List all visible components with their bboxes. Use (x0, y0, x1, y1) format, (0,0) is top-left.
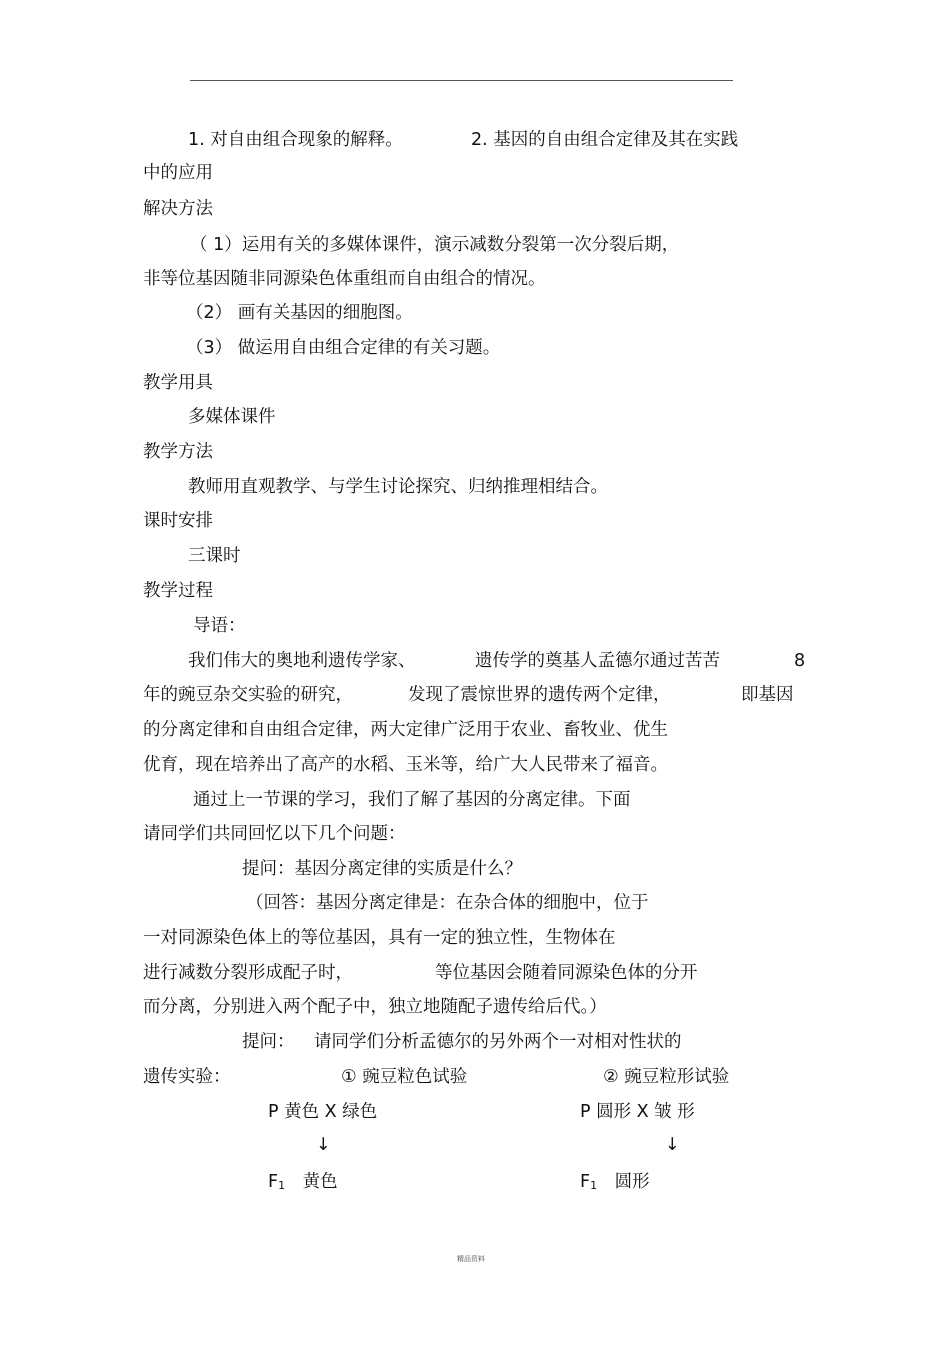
footer-label: 精品资料 (457, 1255, 485, 1263)
solution-1: （ 1）运用有关的多媒体课件，演示减数分裂第一次分裂后期， (190, 235, 680, 255)
f1-subscript: 1 (278, 1179, 286, 1192)
intro-line4: 优育，现在培养出了高产的水稻、玉米等，给广大人民带来了福音。 (143, 755, 668, 775)
objective-2: 2. 基因的自由组合定律及其在实践 (471, 130, 739, 150)
objective-2-cont: 中的应用 (143, 163, 213, 183)
review-line2: 请同学们共同回忆以下几个问题： (143, 824, 406, 844)
experiment-1-title: ① 豌豆粒色试验 (341, 1067, 468, 1087)
solution-3: （3） 做运用自由组合定律的有关习题。 (186, 338, 501, 358)
tools-text: 多媒体课件 (188, 407, 276, 427)
intro-label: 导语： (193, 616, 246, 636)
answer-line1: （回答：基因分离定律是：在杂合体的细胞中，位于 (246, 893, 649, 913)
answer-line3-a: 进行减数分裂形成配子时， (143, 963, 353, 983)
f1-subscript: 1 (590, 1179, 598, 1192)
heading-process: 教学过程 (143, 581, 213, 601)
cross1-f1 (268, 1171, 338, 1195)
experiment-2-title: ② 豌豆粒形试验 (603, 1067, 730, 1087)
f1-letter: F (268, 1172, 279, 1192)
solution-2: （2） 画有关基因的细胞图。 (186, 303, 413, 323)
cross2-parents: P 圆形 X 皱 形 (580, 1102, 695, 1122)
cross1-parents: P 黄色 X 绿色 (268, 1102, 378, 1122)
intro-line1-c: 8 (794, 651, 806, 671)
solution-1-cont: 非等位基因随非同源染色体重组而自由组合的情况。 (143, 269, 546, 289)
cross2-f1-trait: 圆形 (614, 1172, 650, 1192)
method-text: 教师用直观教学、与学生讨论探究、归纳推理相结合。 (188, 477, 608, 497)
experiment-label: 遗传实验： (143, 1067, 231, 1087)
schedule-text: 三课时 (188, 546, 241, 566)
cross1-arrow: ↓ (316, 1135, 331, 1155)
cross2-f1 (580, 1171, 650, 1195)
intro-line2-b: 发现了震惊世界的遗传两个定律， (408, 685, 671, 705)
intro-line2-a: 年的豌豆杂交实验的研究， (143, 685, 353, 705)
cross1-f1-trait: 黄色 (302, 1172, 338, 1192)
answer-line3-b: 等位基因会随着同源染色体的分开 (435, 963, 698, 983)
intro-line1-a: 我们伟大的奥地利遗传学家、 (188, 651, 416, 671)
intro-line2-c: 即基因 (741, 685, 794, 705)
cross2-arrow: ↓ (665, 1135, 680, 1155)
heading-solution: 解决方法 (143, 199, 213, 219)
heading-tools: 教学用具 (143, 373, 213, 393)
heading-schedule: 课时安排 (143, 511, 213, 531)
objective-1: 1. 对自由组合现象的解释。 (188, 130, 403, 150)
question-2-label: 提问： (242, 1032, 295, 1052)
intro-line1-b: 遗传学的奠基人孟德尔通过苦苦 (475, 651, 720, 671)
answer-line2: 一对同源染色体上的等位基因，具有一定的独立性，生物体在 (143, 928, 616, 948)
header-rule (190, 80, 733, 81)
question-1: 提问：基因分离定律的实质是什么？ (242, 859, 522, 879)
intro-line3: 的分离定律和自由组合定律，两大定律广泛用于农业、畜牧业、优生 (143, 720, 668, 740)
question-2-text: 请同学们分析孟德尔的另外两个一对相对性状的 (314, 1032, 682, 1052)
f1-letter: F (580, 1172, 591, 1192)
review-line1: 通过上一节课的学习，我们了解了基因的分离定律。下面 (193, 790, 631, 810)
answer-line4: 而分离，分别进入两个配子中，独立地随配子遗传给后代。） (143, 997, 607, 1017)
heading-method: 教学方法 (143, 442, 213, 462)
